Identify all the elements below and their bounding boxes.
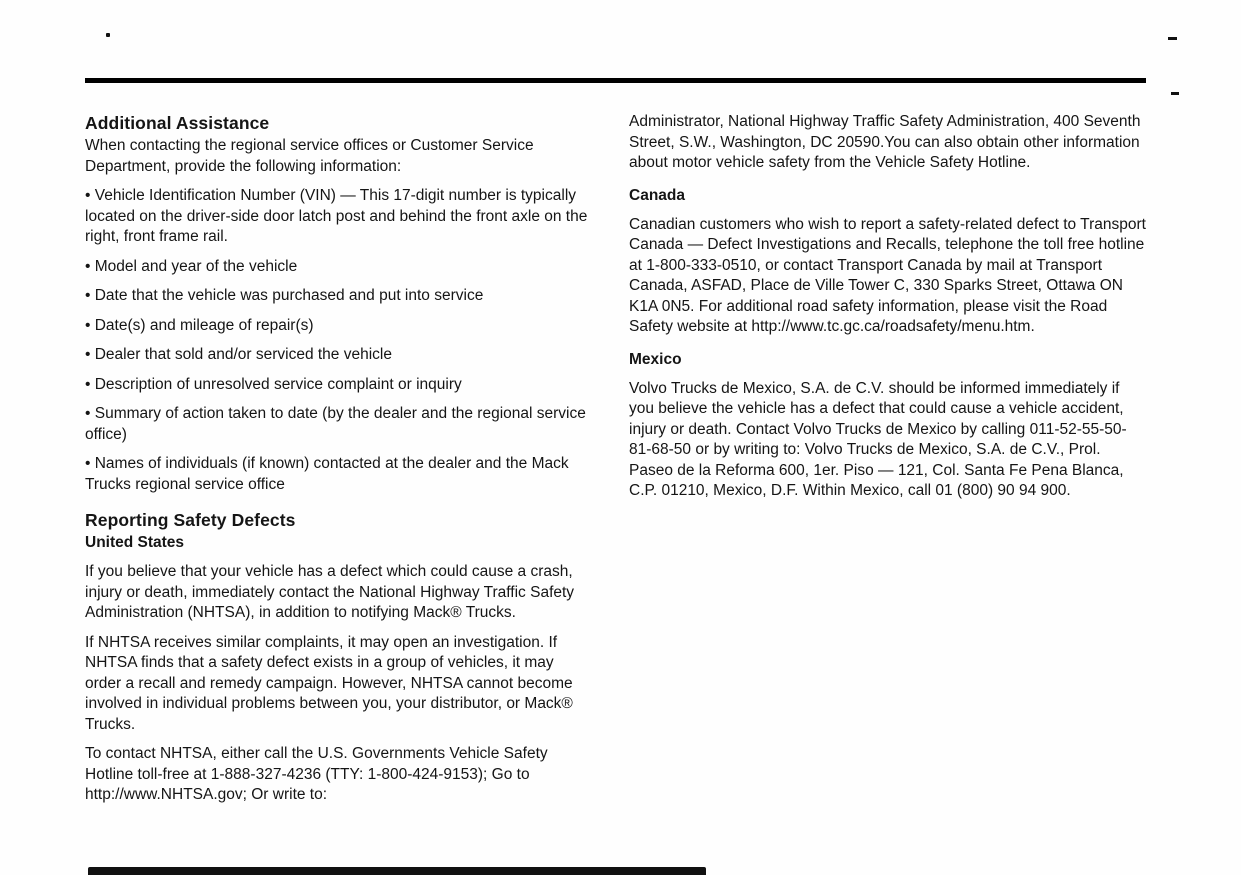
us-paragraph: If you believe that your vehicle has a defect which could cause a crash, injury or death, immediately contact the National Highway Traffic Safety Administration (NHTSA), in addition to notifying Mack® Trucks. bbox=[85, 563, 575, 621]
scan-edge-bar bbox=[88, 867, 706, 875]
us-paragraph: If NHTSA receives similar complaints, it may open an investigation. If NHTSA finds that a safety defect exists in a group of vehicles, it may order a recall and remedy campaign. However, NHTSA cannot become involved in individual problems between you, your distributor, or Mack® Trucks. bbox=[85, 633, 573, 733]
heading-reporting-safety-defects: Reporting Safety Defects bbox=[85, 510, 296, 530]
us-paragraph-continued: Administrator, National Highway Traffic Safety Administration, 400 Seventh Street, S.W., Washington, DC 20590.You can also obtain other information about motor vehicle safety from the Vehicle Safety Hotline. bbox=[629, 113, 1141, 171]
additional-assistance-intro: When contacting the regional service offices or Customer Service Department, provide the following information: bbox=[85, 137, 534, 175]
bullet-item: • Model and year of the vehicle bbox=[85, 257, 591, 278]
bullet-item: • Vehicle Identification Number (VIN) — This 17-digit number is typically located on the driver-side door latch post and behind the front axle on the right, front frame rail. bbox=[85, 186, 591, 248]
bullet-item: • Date(s) and mileage of repair(s) bbox=[85, 316, 591, 337]
top-rule bbox=[85, 78, 1146, 83]
heading-additional-assistance: Additional Assistance bbox=[85, 113, 270, 133]
left-column bbox=[85, 112, 591, 815]
subheading-united-states: United States bbox=[85, 534, 185, 551]
us-paragraph: To contact NHTSA, either call the U.S. Governments Vehicle Safety Hotline toll-free at 1-888-327-4236 (TTY: 1-800-424-9153); Go to http://www.NHTSA.gov; Or write to: bbox=[85, 745, 548, 803]
scan-speck bbox=[106, 33, 110, 37]
scan-dash bbox=[1168, 37, 1177, 40]
right-column bbox=[629, 112, 1147, 815]
two-column-layout bbox=[85, 112, 1147, 815]
bullet-item: • Description of unresolved service complaint or inquiry bbox=[85, 375, 591, 396]
subheading-canada: Canada bbox=[629, 186, 685, 204]
bullet-item: • Summary of action taken to date (by the dealer and the regional service office) bbox=[85, 404, 591, 445]
mexico-paragraph: Volvo Trucks de Mexico, S.A. de C.V. should be informed immediately if you believe the vehicle has a defect that could cause a vehicle accident, injury or death. Contact Volvo Trucks de Mexico by calling 011-52-55-50-81-68-50 or by writing to: Volvo Trucks de Mexico, S.A. de C.V., Prol. Paseo de la Reforma 600, 1er. Piso — 121, Col. Santa Fe Pena Blanca, C.P. 01210, Mexico, D.F. Within Mexico, call 01 (800) 90 94 900. bbox=[629, 379, 1127, 499]
bullet-item: • Date that the vehicle was purchased and put into service bbox=[85, 286, 591, 307]
subheading-mexico: Mexico bbox=[629, 350, 682, 368]
scan-dash bbox=[1171, 92, 1179, 95]
bullet-item: • Names of individuals (if known) contacted at the dealer and the Mack Trucks regional service office bbox=[85, 454, 591, 495]
assistance-bullet-list bbox=[85, 186, 591, 495]
canada-paragraph: Canadian customers who wish to report a safety-related defect to Transport Canada — Defect Investigations and Recalls, telephone the toll free hotline at 1-800-333-0510, or contact Transport Canada by mail at Transport Canada, ASFAD, Place de Ville Tower C, 330 Sparks Street, Ottawa ON K1A 0N5. For additional road safety information, please visit the Road Safety website at http://www.tc.gc.ca/roadsafety/menu.htm. bbox=[629, 215, 1146, 335]
bullet-item: • Dealer that sold and/or serviced the vehicle bbox=[85, 345, 591, 366]
